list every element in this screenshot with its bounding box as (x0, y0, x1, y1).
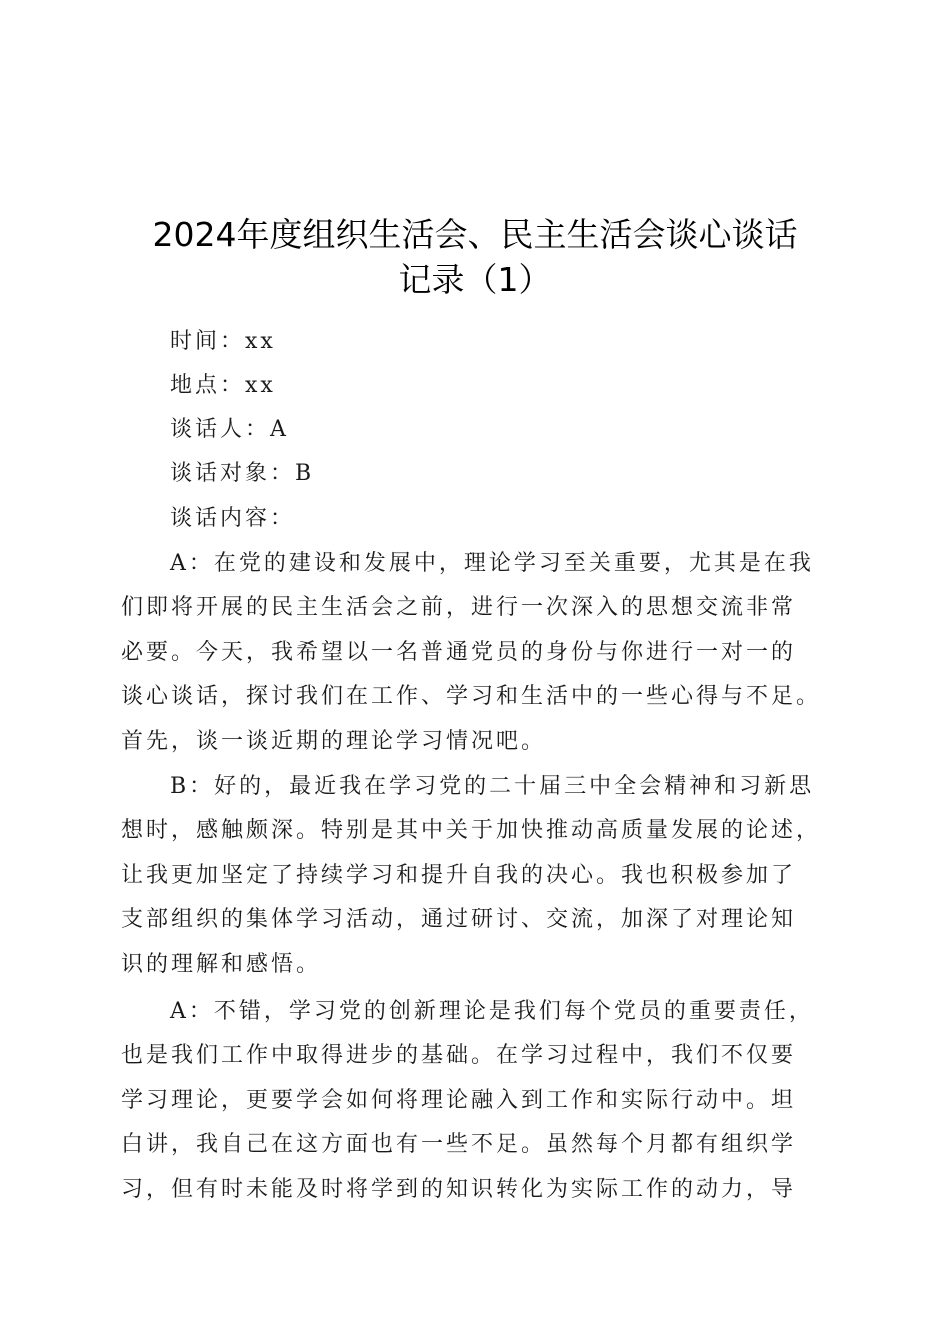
paragraph-line: 想时，感触颇深。特别是其中关于加快推动高质量发展的论述， (121, 818, 822, 843)
meta-content-label: 谈话内容： (170, 506, 296, 531)
paragraph-line: 支部组织的集体学习活动，通过研讨、交流，加深了对理论知 (121, 907, 797, 932)
paragraph-line: 让我更加坚定了持续学习和提升自我的决心。我也积极参加了 (121, 863, 797, 888)
document-title-line-2: 记录（1） (398, 260, 552, 299)
paragraph-line: 也是我们工作中取得进步的基础。在学习过程中，我们不仅要 (121, 1043, 797, 1068)
paragraph-line: A：不错，学习党的创新理论是我们每个党员的重要责任， (170, 999, 814, 1024)
paragraph-line: 谈心谈话，探讨我们在工作、学习和生活中的一些心得与不足。 (121, 684, 822, 709)
document-title-line-1: 2024年度组织生活会、民主生活会谈心谈话 (152, 215, 798, 254)
meta-speaker: 谈话人：A (170, 417, 289, 442)
paragraph-line: A：在党的建设和发展中，理论学习至关重要，尤其是在我 (170, 551, 814, 576)
meta-interviewee: 谈话对象：B (170, 461, 315, 486)
paragraph-line: 首先，谈一谈近期的理论学习情况吧。 (121, 729, 547, 754)
paragraph-line: 必要。今天，我希望以一名普通党员的身份与你进行一对一的 (121, 640, 797, 665)
paragraph-line: B：好的，最近我在学习党的二十届三中全会精神和习新思 (170, 774, 815, 799)
paragraph-line: 们即将开展的民主生活会之前，进行一次深入的思想交流非常 (121, 595, 797, 620)
meta-time: 时间：xx (170, 329, 276, 354)
paragraph-line: 习，但有时未能及时将学到的知识转化为实际工作的动力，导 (121, 1177, 797, 1202)
paragraph-line: 白讲，我自己在这方面也有一些不足。虽然每个月都有组织学 (121, 1132, 797, 1157)
paragraph-line: 识的理解和感悟。 (121, 952, 322, 977)
paragraph-line: 学习理论，更要学会如何将理论融入到工作和实际行动中。坦 (121, 1088, 797, 1113)
meta-location: 地点：xx (170, 373, 276, 398)
